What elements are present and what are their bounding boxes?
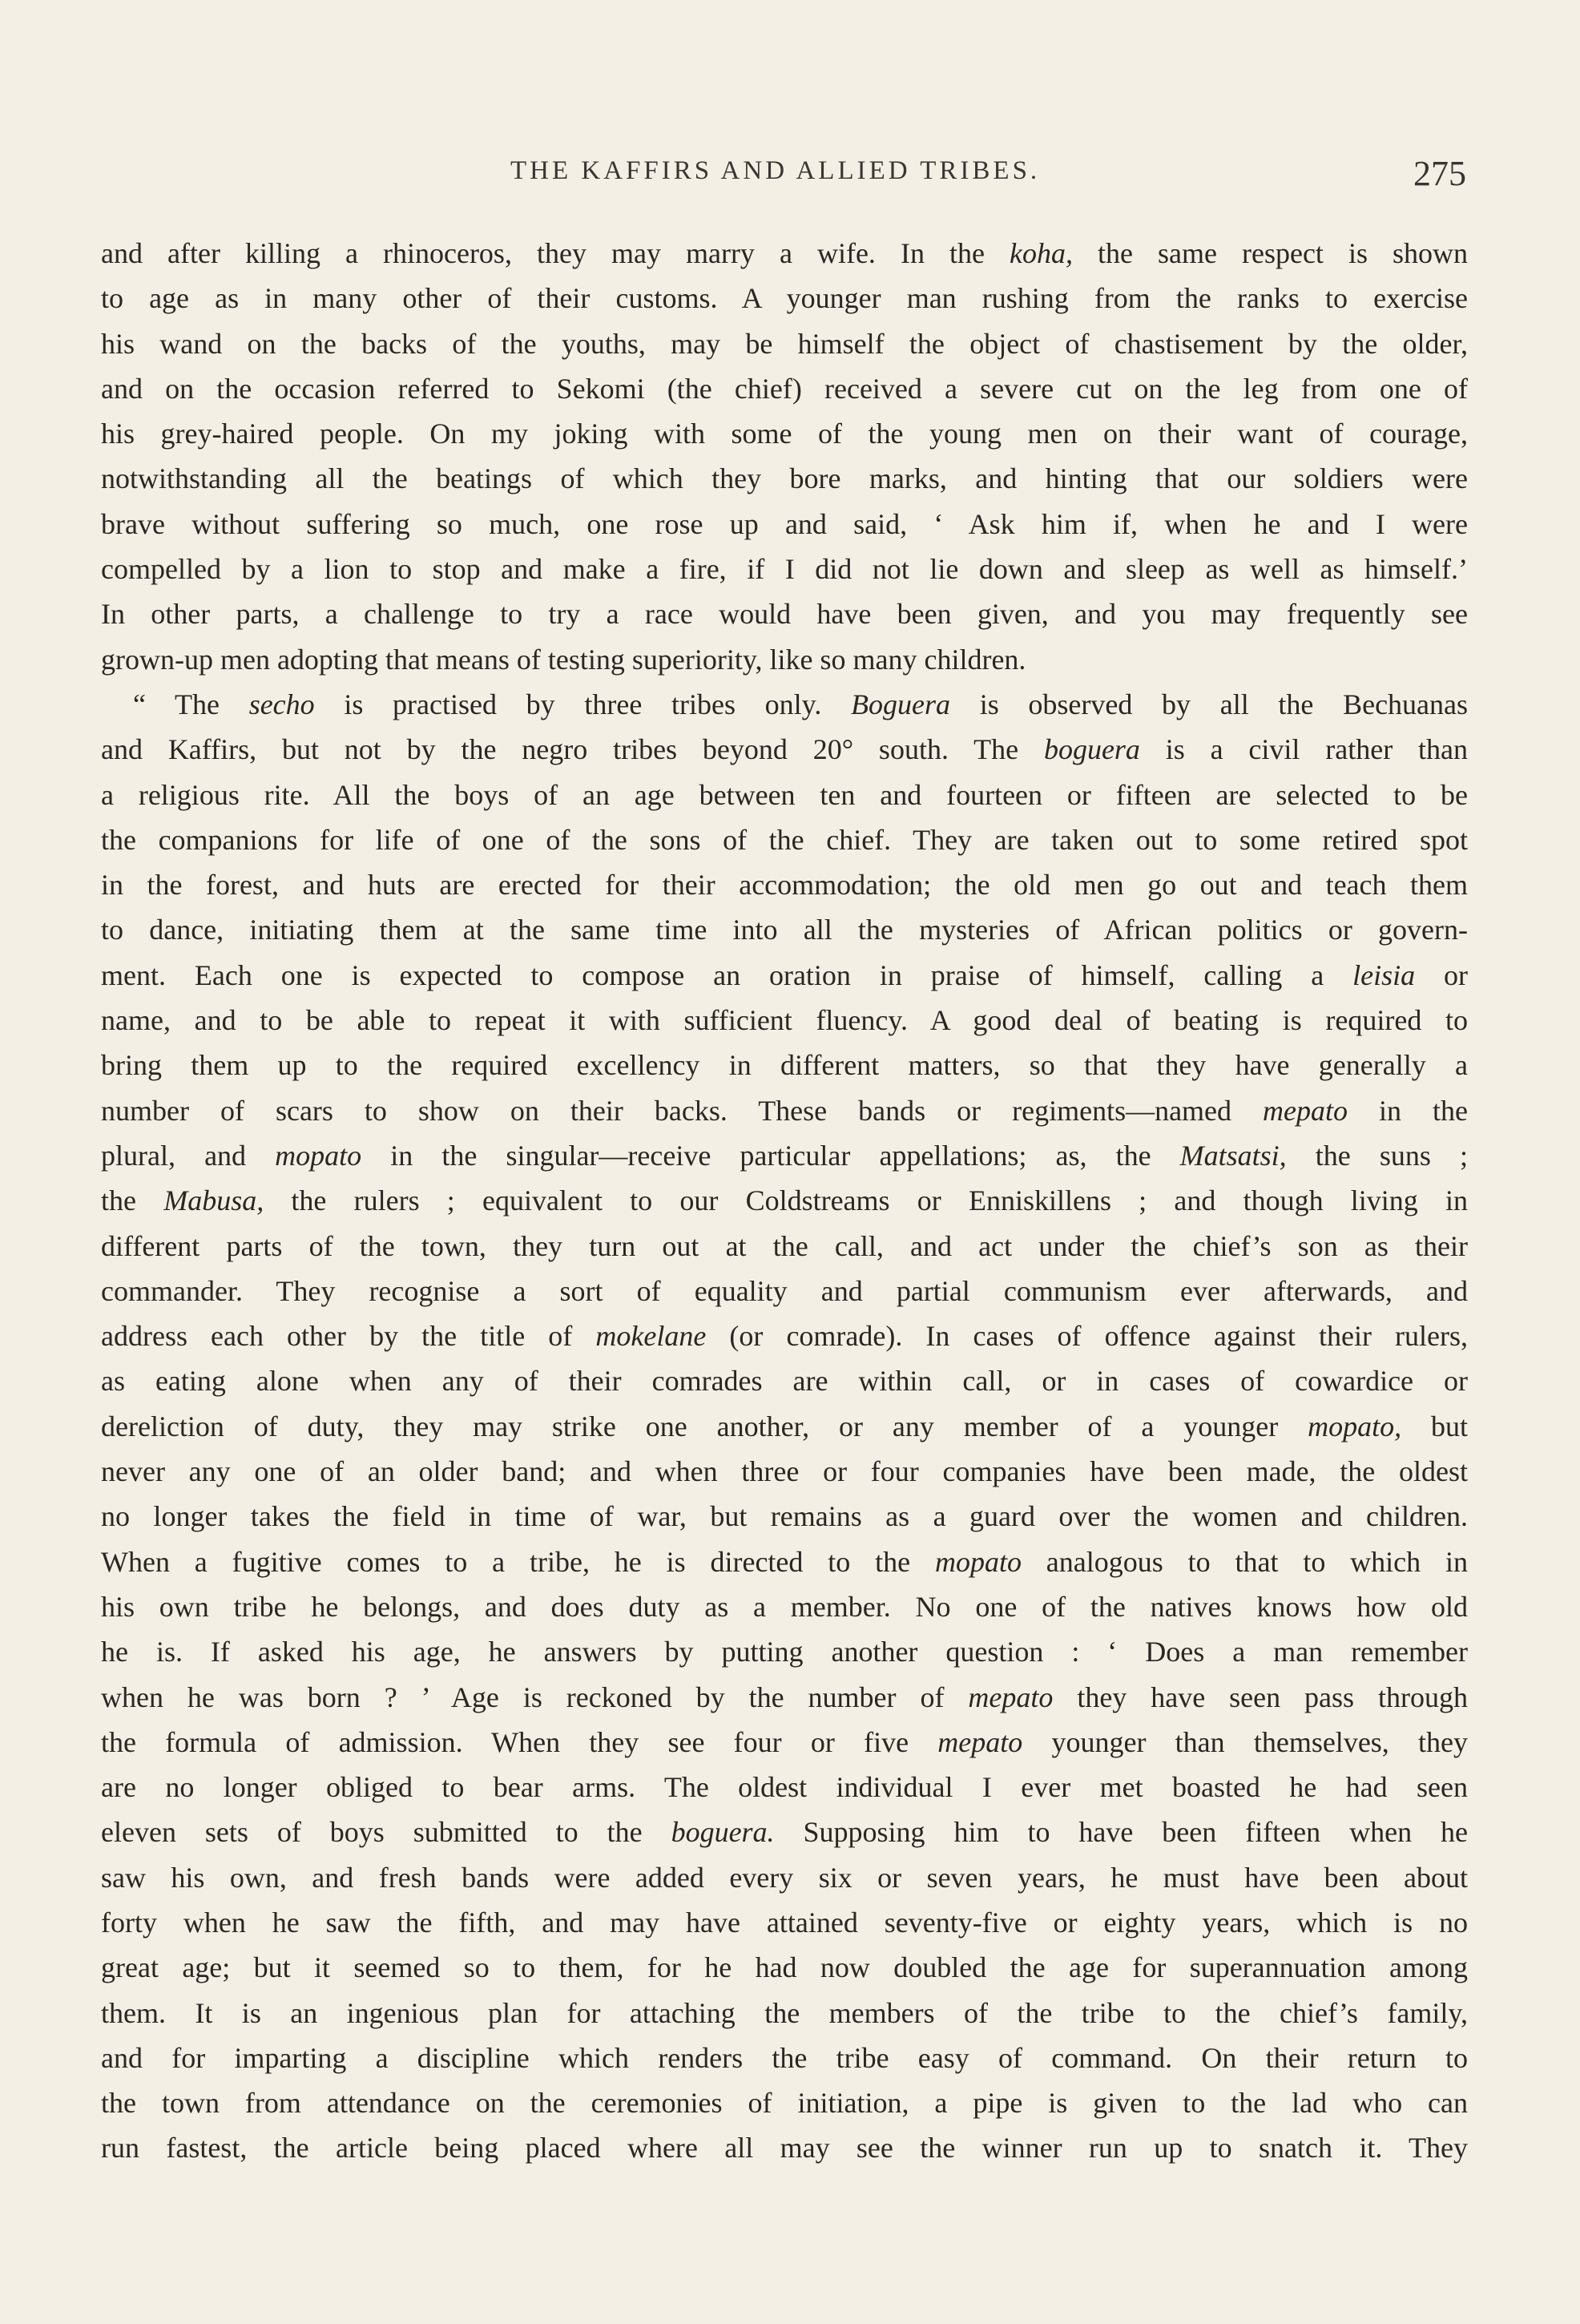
text-run: to dance, initiating them at the same time into all the mysteries of African politics or govern- bbox=[101, 914, 1468, 946]
body-text bbox=[101, 231, 1468, 2171]
text-run: and on the occasion referred to Sekomi (the chief) received a severe cut on the leg from one of bbox=[101, 372, 1468, 405]
text-line bbox=[101, 1765, 1468, 1810]
text-run: address each other by the title of bbox=[101, 1320, 596, 1353]
text-run: them. It is an ingenious plan for attaching the members of the tribe to the chief’s family, bbox=[101, 1996, 1468, 2029]
text-line bbox=[101, 231, 1468, 276]
text-run: no longer takes the field in time of war, but remains as a guard over the women and children. bbox=[101, 1500, 1468, 1533]
text-run: name, and to be able to repeat it with sufficient fluency. A good deal of beating is required to bbox=[101, 1004, 1468, 1037]
text-line bbox=[101, 727, 1468, 772]
page-number: 275 bbox=[1413, 154, 1466, 193]
text-run: is practised by three tribes only. bbox=[314, 688, 852, 720]
text-run: or bbox=[1415, 958, 1468, 991]
text-line bbox=[101, 1629, 1468, 1674]
text-run: the town from attendance on the ceremonies of initiation, a pipe is given to the lad who can bbox=[101, 2087, 1468, 2120]
text-run: great age; but it seemed so to them, for he had now doubled the age for superannuation among bbox=[101, 1951, 1468, 1984]
text-run: are no longer obliged to bear arms. The oldest individual I ever met boasted he had seen bbox=[101, 1771, 1468, 1804]
text-run: younger than themselves, they bbox=[1022, 1725, 1468, 1758]
italic-term: mepato bbox=[937, 1725, 1023, 1758]
italic-term: Matsatsi, bbox=[1179, 1139, 1287, 1172]
text-run: his grey-haired people. On my joking with some of the young men on their want of courage, bbox=[101, 418, 1468, 450]
text-line bbox=[101, 1269, 1468, 1313]
running-title: THE KAFFIRS AND ALLIED TRIBES. bbox=[510, 156, 1041, 185]
text-run: in the singular—receive particular appellations; as, the bbox=[361, 1139, 1180, 1172]
text-run: the bbox=[101, 1184, 164, 1217]
text-line bbox=[101, 2080, 1468, 2125]
text-line bbox=[101, 1991, 1468, 2036]
text-line bbox=[101, 366, 1468, 411]
text-line bbox=[101, 1539, 1468, 1584]
text-run: analogous to that to which in bbox=[1021, 1545, 1468, 1578]
text-run: bring them up to the required excellency in different matters, so that they have generally a bbox=[101, 1049, 1468, 1082]
text-run: (or comrade). In cases of offence against their rulers, bbox=[706, 1320, 1468, 1353]
italic-term: boguera. bbox=[671, 1816, 775, 1849]
text-line bbox=[101, 1133, 1468, 1178]
text-run: “ The bbox=[133, 688, 249, 720]
text-run: notwithstanding all the beatings of which they bore marks, and hinting that our soldiers were bbox=[101, 462, 1468, 495]
text-run: he is. If asked his age, he answers by putting another question : ‘ Does a man remember bbox=[101, 1636, 1468, 1668]
text-line bbox=[101, 276, 1468, 321]
text-run: to age as in many other of their customs. A younger man rushing from the ranks to exercise bbox=[101, 282, 1468, 315]
text-run: the rulers ; equivalent to our Coldstreams or Enniskillens ; and though living in bbox=[264, 1184, 1468, 1217]
text-run: compelled by a lion to stop and make a fire, if I did not lie down and sleep as well as himself.’ bbox=[101, 553, 1468, 586]
text-line bbox=[101, 1313, 1468, 1358]
text-line bbox=[101, 1945, 1468, 1990]
text-run: his wand on the backs of the youths, may be himself the object of chastisement by the older, bbox=[101, 327, 1468, 360]
text-run: different parts of the town, they turn out at the call, and act under the chief’s son as their bbox=[101, 1229, 1468, 1262]
text-run: forty when he saw the fifth, and may have attained seventy-five or eighty years, which is no bbox=[101, 1906, 1468, 1939]
text-line bbox=[101, 2125, 1468, 2170]
text-line bbox=[101, 1810, 1468, 1854]
text-line bbox=[101, 547, 1468, 591]
italic-term: boguera bbox=[1043, 733, 1140, 766]
italic-term: mepato bbox=[1263, 1094, 1348, 1127]
text-run: is a civil rather than bbox=[1139, 733, 1468, 766]
text-run: brave without suffering so much, one rose up and said, ‘ Ask him if, when he and I were bbox=[101, 507, 1468, 540]
page-header bbox=[0, 156, 1580, 196]
text-line bbox=[101, 456, 1468, 501]
text-line bbox=[101, 907, 1468, 952]
text-run: the companions for life of one of the sons of the chief. They are taken out to some retired spot bbox=[101, 823, 1468, 856]
text-line bbox=[101, 1675, 1468, 1720]
text-run: when he was born ? ’ Age is reckoned by the number of bbox=[101, 1680, 969, 1713]
italic-term: leisia bbox=[1352, 958, 1416, 991]
text-run: and for imparting a discipline which renders the tribe easy of command. On their return to bbox=[101, 2041, 1468, 2074]
text-run: as eating alone when any of their comrades are within call, or in cases of cowardice or bbox=[101, 1365, 1468, 1398]
text-run: the same respect is shown bbox=[1072, 237, 1468, 269]
italic-term: Boguera bbox=[851, 688, 951, 720]
italic-term: mopato bbox=[934, 1545, 1022, 1578]
text-run: In other parts, a challenge to try a race would have been given, and you may frequently see bbox=[101, 598, 1468, 631]
text-run: number of scars to show on their backs. These bands or regiments—named bbox=[101, 1094, 1264, 1127]
italic-term: mopato bbox=[275, 1139, 362, 1172]
text-run: commander. They recognise a sort of equality and partial communism ever afterwards, and bbox=[101, 1274, 1468, 1307]
text-run: the suns ; bbox=[1286, 1139, 1468, 1172]
text-run: saw his own, and fresh bands were added every six or seven years, he must have been about bbox=[101, 1861, 1468, 1894]
text-line bbox=[101, 1720, 1468, 1765]
text-line bbox=[101, 2036, 1468, 2080]
text-run: eleven sets of boys submitted to the bbox=[101, 1816, 671, 1849]
text-line bbox=[101, 1358, 1468, 1403]
text-line bbox=[101, 1494, 1468, 1539]
italic-term: Mabusa, bbox=[163, 1184, 264, 1217]
text-run: and after killing a rhinoceros, they may marry a wife. In the bbox=[101, 237, 1010, 269]
text-run: and Kaffirs, but not by the negro tribes beyond 20° south. The bbox=[101, 733, 1044, 766]
text-line bbox=[101, 1900, 1468, 1945]
text-run: but bbox=[1401, 1410, 1468, 1442]
text-line bbox=[101, 321, 1468, 366]
text-line bbox=[101, 637, 1468, 682]
text-line bbox=[101, 998, 1468, 1043]
text-line bbox=[101, 682, 1468, 727]
text-line bbox=[101, 502, 1468, 547]
text-line bbox=[101, 817, 1468, 862]
text-line bbox=[101, 1855, 1468, 1900]
text-run: a religious rite. All the boys of an age between ten and fourteen or fifteen are selected to be bbox=[101, 778, 1468, 811]
text-line bbox=[101, 1178, 1468, 1223]
text-run: grown-up men adopting that means of testing superiority, like so many children. bbox=[101, 643, 1026, 676]
text-line bbox=[101, 411, 1468, 456]
text-run: never any one of an older band; and when three or four companies have been made, the oldest bbox=[101, 1455, 1468, 1488]
text-run: dereliction of duty, they may strike one another, or any member of a younger bbox=[101, 1410, 1308, 1442]
text-run: run fastest, the article being placed where all may see the winner run up to snatch it. They bbox=[101, 2132, 1468, 2165]
text-line bbox=[101, 1043, 1468, 1087]
text-line bbox=[101, 1224, 1468, 1269]
text-run: in the forest, and huts are erected for their accommodation; the old men go out and teach them bbox=[101, 869, 1468, 902]
text-line bbox=[101, 862, 1468, 907]
text-line bbox=[101, 773, 1468, 817]
text-run: is observed by all the Bechuanas bbox=[950, 688, 1468, 720]
text-run: they have seen pass through bbox=[1053, 1680, 1468, 1713]
text-run: in the bbox=[1348, 1094, 1468, 1127]
text-line bbox=[101, 953, 1468, 998]
text-run: ment. Each one is expected to compose an oration in praise of himself, calling a bbox=[101, 958, 1353, 991]
text-line bbox=[101, 1404, 1468, 1449]
text-run: When a fugitive comes to a tribe, he is directed to the bbox=[101, 1545, 935, 1578]
italic-term: koha, bbox=[1009, 237, 1073, 269]
text-run: the formula of admission. When they see four or five bbox=[101, 1725, 938, 1758]
italic-term: mokelane bbox=[595, 1320, 707, 1353]
italic-term: mepato bbox=[968, 1680, 1054, 1713]
text-run: plural, and bbox=[101, 1139, 276, 1172]
italic-term: secho bbox=[248, 688, 315, 720]
text-line bbox=[101, 1584, 1468, 1629]
text-run: Supposing him to have been fifteen when he bbox=[774, 1816, 1468, 1849]
text-line bbox=[101, 1449, 1468, 1494]
text-line bbox=[101, 1088, 1468, 1133]
text-run: his own tribe he belongs, and does duty as a member. No one of the natives knows how old bbox=[101, 1590, 1468, 1623]
italic-term: mopato, bbox=[1308, 1410, 1402, 1442]
text-line bbox=[101, 591, 1468, 636]
